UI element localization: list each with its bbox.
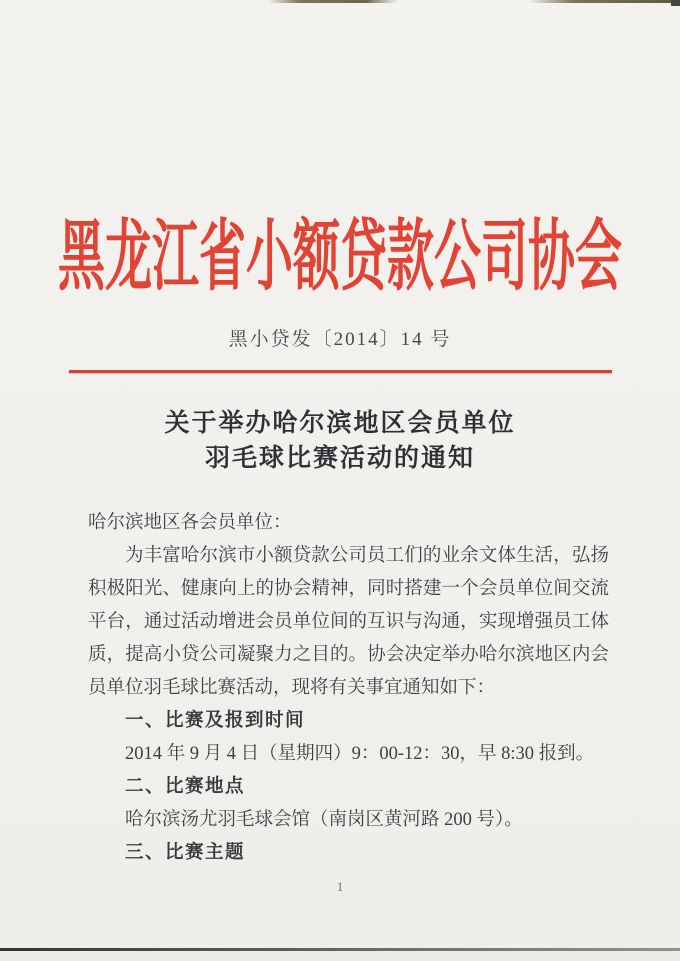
scan-artifact-top-right [528,0,680,3]
page-number: 1 [336,879,344,894]
scan-artifact-top-left [268,0,398,3]
notice-body [88,507,609,870]
notice-title [0,406,680,476]
section-2-heading: 二、比赛地点 [125,777,246,797]
section-1-body: 2014 年 9 月 4 日（星期四）9：00-12：30，早 8:30 报到。 [125,744,595,764]
red-divider-line [69,370,612,373]
section-1-heading: 一、比赛及报到时间 [125,711,306,731]
salutation: 哈尔滨地区各会员单位： [88,513,292,533]
section-3-heading: 三、比赛主题 [125,843,246,863]
notice-title-line-2: 羽毛球比赛活动的通知 [204,445,475,472]
scan-artifact-corner [671,0,680,6]
association-masthead: 黑龙江省小额贷款公司协会 [57,212,622,300]
section-2-body: 哈尔滨汤尤羽毛球会馆（南岗区黄河路 200 号）。 [125,810,523,830]
notice-title-line-1: 关于举办哈尔滨地区会员单位 [164,410,516,437]
document-number: 黑小贷发〔2014〕14 号 [228,329,452,350]
intro-paragraph: 为丰富哈尔滨市小额贷款公司员工们的业余文体生活，弘扬积极阳光、健康向上的协会精神，同时搭建一个会员单位间交流平台，通过活动增进会员单位间的互识与沟通，实现增强员工体质，提高小贷公司凝聚力之目的。协会决定举办哈尔滨地区内会员单位羽毛球比赛活动，现将有关事宜通知如下： [88,546,609,698]
scan-edge-bottom-strip [0,951,680,961]
